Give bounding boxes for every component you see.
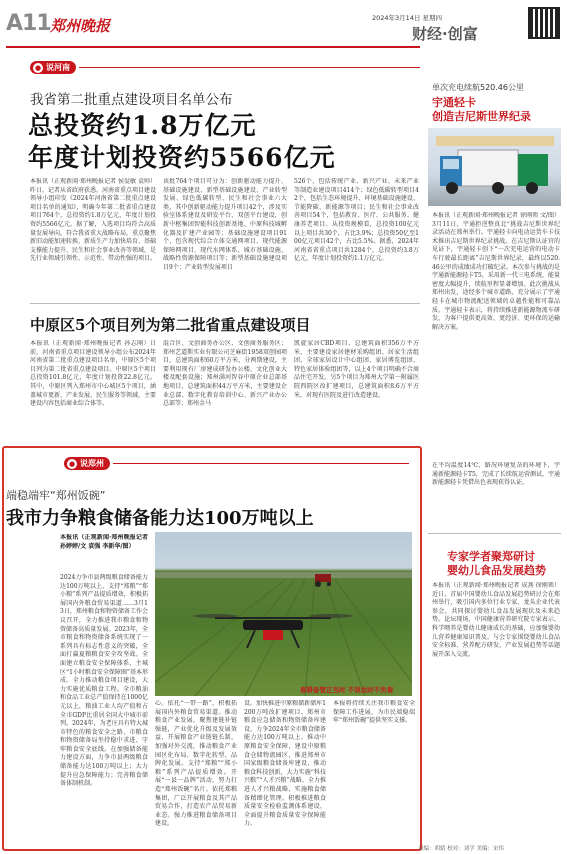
feature-body-col2: 心。依托“一带一路”，积极拓展国内外粮食贸易渠道。推动粮食产业发展，聚焦建链补链强链，产业优化升级及发展效益，开展粮食产业链链长制，加强对外交流，推动粮食产业园区化布局、数字化转型、品牌化发展。支持“郑粮”“郑小粮”系列产品提质增效。开展“一县一品牌”活动，努力打造“郑州饭碗”名片。依托郑粮集团，广泛开展粮食及其产品贸易合作，打造农产品贸易新业态。强力推进粮食储备项目建设。 xyxy=(155,700,237,828)
tag-label: 说河南 xyxy=(46,63,70,72)
right-headline-2: 创造吉尼斯世界纪录 xyxy=(432,110,531,123)
right-body-2: 在平均温度14℃、路况环境复杂的环境下，宇通新能源轻卡T5，完成了长续航运营测试。宇通新能源轻卡凭借出色表现获得认证。 xyxy=(432,462,560,487)
top-body-col2: 该批764个项目可分为：创新驱动能力提升、基础设施建设、新型基础设施建设、产业转型发展、绿色低碳转型、民生和社会事业六大类，其中创新驱动能力提升项目42个，涉及实验室体系建设及研发平台、双创平台建设，创新中枢集团智能科技创新基地、中原科技城孵化器及扩建产业园等；基础设施建设项目91个，包含现代综合立体交通网项目、现代能源保障网项目、现代水网体系、城市基础设施、战略性资源保障项目等；新型基础设施建设项目9个；产业转型发展项目 xyxy=(163,178,287,271)
tag-label: 说郑州 xyxy=(80,459,104,468)
feature-byline: 本报讯（正观新闻·郑州晚报记者 孙婷婷/文 袁强 李新华/图） xyxy=(60,534,148,550)
divider xyxy=(428,533,561,534)
mid-body-col1: 本报讯（正观新闻·郑州晚报记者 孙志刚）日前，河南省重点项目建设领导小组公布2024年河南省第二批重点建设项目名单，中原区5个项目列为第二批省重点建设项目。中原区5个项目总投资101.8亿元，年度计划投资22.8亿元。其中，中原区列入郑州市中心城区5个项目，涵盖城市更新、产业发展、民生服务等领域，主要建设内容包括商业综合体等。 xyxy=(30,340,156,408)
divider xyxy=(30,303,420,304)
photo-drawing xyxy=(155,532,412,696)
top-body-col3: 526个，包括传统产业、新兴产业、未来产业等制造业建设项目414个；绿色低碳转型项目42个，包括生态环境提升、环境基础设施建设、节能降碳、新能源等项目；民生和社会事业改善项目54个，包括教育、医疗、公共服务、健康养老项目。从投资规模看，总投资100亿元以上项目共30个，占比3.9%；总投资50亿至100亿元项目42个，占比5.5%。据悉，2024年河南省省重点项目共1284个，总投资约3.8万亿元，年度计划投资约1.1万亿元。 xyxy=(294,178,419,263)
drone-field-photo xyxy=(155,532,412,696)
right-headline-4: 婴幼儿食品发展趋势 xyxy=(447,564,546,577)
truck-drawing xyxy=(428,128,561,206)
top-body-col1: 本报讯（正观新闻·郑州晚报记者 侯爱敏 袁帅）昨日，记者从省政府获悉，河南省重点项目建设领导小组印发《2024年河南省第二批重点建设项目名单的通知》，明确今年第二批省重点建设项目764个，总投资约1.8万亿元，年度计划投资约5566亿元。据了解，入选项目均符合高质量发展导向，符合我省重大战略布局，重点聚焦新旧动能加速转换、新质生产力加快培育、基础支撑能力提升、民生和社会事业改善等领域，是先行业领域引领性、示范性、带动性强的项目。 xyxy=(30,178,156,263)
qr-code-icon xyxy=(528,7,560,39)
tractor-icon xyxy=(315,574,331,587)
right-body: 本报讯（正观新闻·郑州晚报记者 徐刚领 文/图）3月11日，宇通拒逆整真北“挑战吉尼斯世界纪录活动在郑州举行。宇通轻卡向电动运货车卡技术推出吉尼斯世界纪录挑战。在吉尼斯认证官的见证下，宇通轻卡创下“一次充电运营的电动卡车行驶最长距离”吉尼斯世界纪录，最终以520.46公里的成绩成功打破纪录。本次参与挑战的是宇通新能源轻卡T5，采用新一代三电系统，能量密度大幅提升，续航里程显著增加。此次挑战从郑州出发，途经多个城市道路，充分展示了宇通轻卡在城市物流配送领域的卓越性能和可靠品质。宇通轻卡表示，将持续推进新能源物流车研发，为客户提供更高效、更经济、更环保的运输解决方案。 xyxy=(432,212,560,331)
section-title: 财经·创富 xyxy=(412,25,478,43)
right-headline-3: 专家学者聚郑研讨 xyxy=(447,550,535,563)
top-headline-2: 年度计划投资约5566亿元 xyxy=(28,143,336,172)
feature-body-col3: 设。加快推进中原粮储新储库1200万吨改扩建项目、郑州市粮食应急储备和物资储备库建设，力争2024年全市粮食储备能力达100万吨以上。推动中原粮食安全保障，建设中原粮食仓储物流园区，推进郑州市国家级粮食储备库建设，推动粮食科技创新，大力实施“科技兴粮”“人才兴粮”战略。全力推进人才兴粮战略，实施粮食储备精细化管理。积极推进粮食质量安全检验监测体系建设，全面提升粮食质量安全保障能力。 xyxy=(244,700,326,828)
right-body-3: 本报讯（正观新闻·郑州晚报记者 成燕 徐刚领）近日，首届中国婴幼儿食品发展趋势研讨会在郑州举行，吸引国内多位行业专家、龙头企业代表参会，共同探讨婴幼儿食品发展现状及未来趋势。论坛现场，中国健康营养研究院专家表示，科学喂养是婴幼儿健康成长的基础，应加强婴幼儿营养健康知识普及。与会专家围绕婴幼儿食品安全标准、营养配方研发、产业发展趋势等话题展开深入交流。 xyxy=(432,582,560,658)
mid-body-col2: 混合区、文创商务办公区、文创商务服务区；郑州艺道斯实业有限公司芝麻街1958双创园项目，总建筑面积60万平方米，分两期建设，主要利用现有厂房建成研发办公楼、文化创业大楼及配套设施；郑州满河智谷中原企业总部基地项目，总建筑面积44万平方米，主要建设企业总部、数字化教育培训中心、新兴产业办公总部等；郑州金马 xyxy=(163,340,287,408)
top-headline-1: 总投资约1.8万亿元 xyxy=(28,111,257,140)
feature-headline: 我市力争粮食储备能力达100万吨以上 xyxy=(6,508,314,529)
mid-body-col3: 凯旋家居CBD项目，总建筑面积356万平方米，主要建设家居建材采购组团、居家生活组团、全球家居设计中心组团、家居博览组团、特色家居体验组团等，以上4个项目明确不合商品住宅开发。另5个项目为郑州大学第一附属医院西院区改扩建项目，总建筑面积8.6万平方米，对现有医院及进行改造建设。 xyxy=(294,340,419,399)
truck-photo xyxy=(428,128,561,206)
speech-icon: ● xyxy=(68,459,76,468)
page-header xyxy=(6,7,561,47)
top-subtitle: 我省第二批重点建设项目名单公布 xyxy=(30,92,233,108)
feature-body-col1: 2024力争市县两级粮食储备能力达100万吨以上，支持“郑粮”“郑小粮”系列产品提质增效，积极拓展国内外粮食贸易渠道……3月13日，郑州粮食和物资储备工作会议召开，全力推进我市粮食和物资储备高质量发展。2023年，全市粮食和物资储备系统实现了一系列具有标志性意义的突破，全面打赢夏粮粮食安全攻坚战。全面建立粮食安全保障体系，主城区“1小时粮食安全保障圈”基本形成。全力推动粮食项目建设，大力实施优质粮食工程。全市粮油和食品工业总产值保持在1000亿元以上，粮油工业人均产值和占全市GDP比重居全国大中城市前列。2024年，为老庄具有特大城市特色的粮食安全之路，市粮食和物资储备局坐持稳中求进、守牢粮食安全底线。在加强储备能力建设方面，力争市县两级粮食储备能力达100万吨以上；大力提升应急保障能力；完善粮食储备体制机制。 xyxy=(60,574,148,788)
section-tag-henan xyxy=(30,61,420,74)
speech-icon: ● xyxy=(34,63,42,72)
feature-kicker: 端稳端牢“郑州饭碗” xyxy=(6,489,106,502)
paper-logo: 郑州晚报 xyxy=(50,17,111,35)
section-tag-zhengzhou xyxy=(64,457,409,470)
right-headline-1: 宇通轻卡 xyxy=(432,96,476,109)
photo-caption: 春耕备管正当时 不误农时不负春 xyxy=(300,686,394,694)
truck-icon xyxy=(440,150,548,194)
page-footer: 责编：胡婧 校对：刘学 美编：宋伟 xyxy=(418,846,504,852)
header-rule xyxy=(6,46,420,48)
mid-headline: 中原区5个项目列为第二批省重点建设项目 xyxy=(30,316,311,334)
page-number: A11 xyxy=(6,11,51,36)
feature-body-col4: 本报将持续关注我市粮食安全保障工作进展，为市民端稳端牢“郑州饭碗”提供坚实支撑。 xyxy=(333,700,415,725)
issue-date: 2024年3月14日 星期四 xyxy=(372,14,443,22)
right-kicker: 单次充电续航520.46公里 xyxy=(432,83,524,92)
